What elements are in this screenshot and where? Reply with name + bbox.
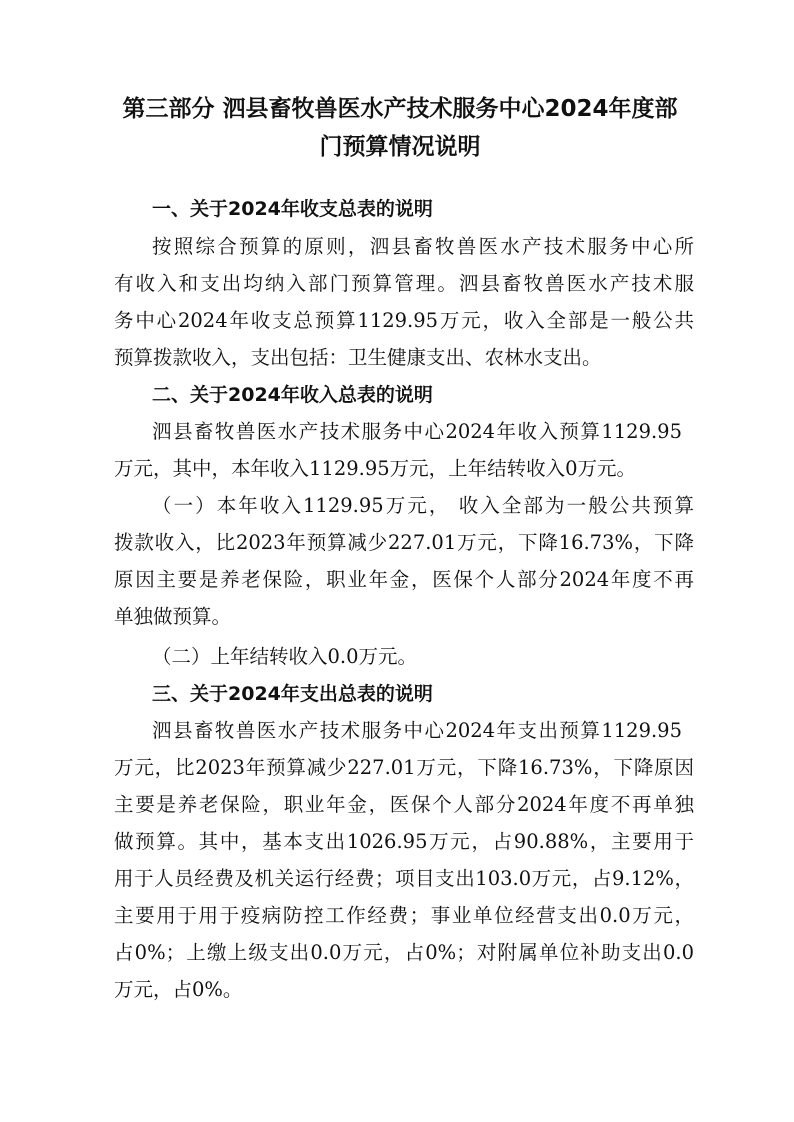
- page-title-line-2: 门预算情况说明: [319, 134, 481, 160]
- paragraph-line: 万元，比2023年预算减少227.01万元，下降16.73%，下降原因: [114, 756, 694, 779]
- paragraph-line: 用于人员经费及机关运行经费；项目支出103.0万元，占9.12%，: [114, 867, 694, 890]
- section-heading-expense-summary: 三、关于2024年支出总表的说明: [152, 683, 433, 705]
- section-heading-income-summary: 二、关于2024年收入总表的说明: [152, 384, 433, 406]
- paragraph-line: 按照综合预算的原则，泗县畜牧兽医水产技术服务中心所: [152, 235, 694, 258]
- paragraph-line: 泗县畜牧兽医水产技术服务中心2024年支出预算1129.95: [152, 719, 682, 742]
- paragraph-line: 主要用于用于疫病防控工作经费；事业单位经营支出0.0万元，: [114, 904, 694, 927]
- paragraph-line: 原因主要是养老保险，职业年金，医保个人部分2024年度不再: [114, 568, 694, 591]
- section-heading-income-expense-summary: 一、关于2024年收支总表的说明: [152, 198, 433, 220]
- paragraph-line: （一）本年收入1129.95万元， 收入全部为一般公共预算: [152, 494, 694, 517]
- paragraph-line: 务中心2024年收支总预算1129.95万元，收入全部是一般公共: [114, 309, 694, 332]
- page-title-line-1: 第三部分 泗县畜牧兽医水产技术服务中心2024年度部: [122, 96, 678, 122]
- paragraph-line: 预算拨款收入，支出包括：卫生健康支出、农林水支出。: [114, 346, 602, 369]
- paragraph-line: 占0%；上缴上级支出0.0万元，占0%；对附属单位补助支出0.0: [114, 941, 694, 964]
- paragraph-line: 拨款收入，比2023年预算减少227.01万元，下降16.73%，下降: [114, 531, 694, 554]
- paragraph-line: 做预算。其中，基本支出1026.95万元，占90.88%，主要用于: [114, 830, 694, 853]
- paragraph-line: 万元，其中，本年收入1129.95万元，上年结转收入0万元。: [114, 457, 637, 480]
- paragraph-line: 万元，占0%。: [114, 978, 243, 1001]
- paragraph-line: （二）上年结转收入0.0万元。: [152, 645, 418, 668]
- paragraph-line: 主要是养老保险，职业年金，医保个人部分2024年度不再单独: [114, 793, 694, 816]
- paragraph-line: 泗县畜牧兽医水产技术服务中心2024年收入预算1129.95: [152, 420, 682, 443]
- paragraph-line: 单独做预算。: [114, 605, 232, 628]
- paragraph-line: 有收入和支出均纳入部门预算管理。泗县畜牧兽医水产技术服: [114, 272, 694, 295]
